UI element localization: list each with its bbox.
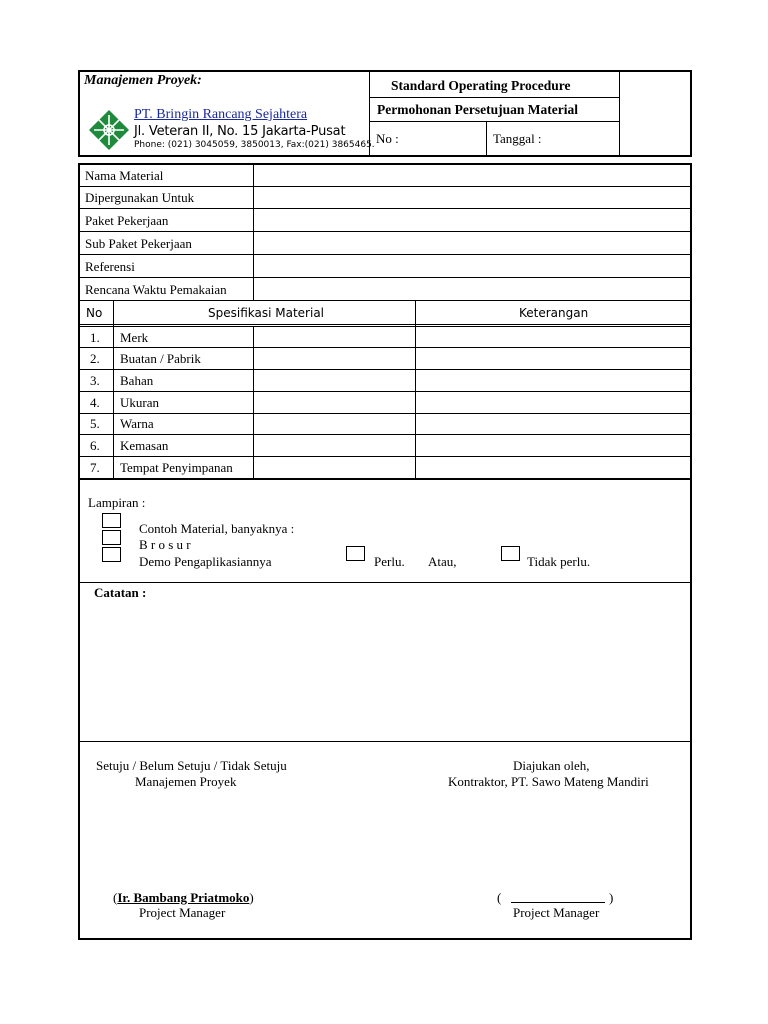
project-title: Manajemen Proyek:	[84, 73, 202, 88]
info-label-dipergunakan: Dipergunakan Untuk	[85, 190, 195, 205]
spec-row-no: 3.	[90, 373, 100, 388]
option-tidak-perlu: Tidak perlu.	[527, 554, 591, 569]
spec-row-no: 6.	[90, 438, 100, 453]
spec-row-notes-field[interactable]	[416, 392, 690, 413]
spec-header-spesifikasi: Spesifikasi Material	[208, 306, 325, 320]
company-address: Jl. Veteran II, No. 15 Jakarta-Pusat	[134, 124, 346, 139]
signature-left	[113, 890, 254, 906]
company-logo-icon	[88, 109, 130, 151]
spec-row-item: Tempat Penyimpanan	[120, 460, 233, 475]
sop-title: Standard Operating Procedure	[391, 78, 571, 93]
spec-row-value-field[interactable]	[254, 327, 415, 347]
spec-header-no: No	[86, 306, 103, 320]
spec-row-notes-field[interactable]	[416, 414, 690, 434]
spec-row-value-field[interactable]	[254, 370, 415, 391]
nama-material-field[interactable]	[254, 164, 690, 186]
signature-left-name: Ir. Bambang Priatmoko	[117, 890, 250, 905]
approval-status-options: Setuju / Belum Setuju / Tidak Setuju	[96, 758, 287, 773]
signature-right-role: Project Manager	[513, 905, 600, 920]
spec-row-value-field[interactable]	[254, 414, 415, 434]
sop-subtitle: Permohonan Persetujuan Material	[377, 102, 578, 117]
spec-row-item: Warna	[120, 416, 154, 431]
approval-right-heading: Diajukan oleh,	[513, 758, 590, 773]
spec-row-no: 5.	[90, 416, 100, 431]
signature-left-close: )	[249, 890, 254, 905]
dipergunakan-field[interactable]	[254, 187, 690, 208]
checkbox-perlu[interactable]	[346, 546, 365, 561]
spec-header-keterangan: Keterangan	[519, 306, 589, 320]
option-perlu: Perlu.	[374, 554, 405, 569]
checkbox-tidak-perlu[interactable]	[501, 546, 520, 561]
signature-right-close: )	[609, 890, 614, 905]
rencana-waktu-field[interactable]	[254, 278, 690, 300]
signature-left-open: (	[113, 890, 118, 905]
approval-left-org: Manajemen Proyek	[135, 774, 237, 789]
spec-row-item: Kemasan	[120, 438, 169, 453]
spec-row-value-field[interactable]	[254, 435, 415, 456]
signature-left-role: Project Manager	[139, 905, 226, 920]
referensi-field[interactable]	[254, 255, 690, 277]
spec-row-value-field[interactable]	[254, 392, 415, 413]
catatan-field[interactable]	[80, 602, 690, 740]
spec-row-no: 4.	[90, 395, 100, 410]
spec-row-notes-field[interactable]	[416, 435, 690, 456]
info-label-rencana-waktu: Rencana Waktu Pemakaian	[85, 282, 227, 297]
approval-right-org: Kontraktor, PT. Sawo Mateng Mandiri	[448, 774, 649, 789]
spec-row-no: 1.	[90, 330, 100, 345]
spec-row-value-field[interactable]	[254, 348, 415, 369]
info-label-sub-paket: Sub Paket Pekerjaan	[85, 236, 192, 251]
spec-row-item: Ukuran	[120, 395, 159, 410]
spec-row-notes-field[interactable]	[416, 327, 690, 347]
company-name-link[interactable]: PT. Bringin Rancang Sejahtera	[134, 107, 308, 122]
no-field-label: No :	[376, 131, 399, 146]
attachment-brosur: B r o s u r	[139, 537, 191, 552]
spec-row-notes-field[interactable]	[416, 370, 690, 391]
tanggal-field-label: Tanggal :	[493, 131, 542, 146]
attachment-contoh-material: Contoh Material, banyaknya :	[139, 521, 295, 536]
company-name[interactable]	[134, 107, 307, 123]
spec-row-no: 7.	[90, 460, 100, 475]
signature-right-open: (	[497, 890, 502, 905]
info-label-nama-material: Nama Material	[85, 168, 164, 183]
spec-row-notes-field[interactable]	[416, 457, 690, 478]
checkbox-demo[interactable]	[102, 547, 121, 562]
sub-paket-field[interactable]	[254, 232, 690, 254]
attachment-demo: Demo Pengaplikasiannya	[139, 554, 272, 569]
paket-field[interactable]	[254, 209, 690, 231]
catatan-label: Catatan :	[94, 585, 147, 600]
checkbox-brosur[interactable]	[102, 530, 121, 545]
company-phone: Phone: (021) 3045059, 3850013, Fax:(021) 3865465.	[134, 140, 375, 150]
checkbox-contoh-material[interactable]	[102, 513, 121, 528]
spec-row-item: Bahan	[120, 373, 154, 388]
spec-row-no: 2.	[90, 351, 100, 366]
spec-row-item: Buatan / Pabrik	[120, 351, 201, 366]
info-label-paket: Paket Pekerjaan	[85, 213, 169, 228]
info-label-referensi: Referensi	[85, 259, 135, 274]
spec-row-value-field[interactable]	[254, 457, 415, 478]
spec-row-item: Merk	[120, 330, 149, 345]
spec-row-notes-field[interactable]	[416, 348, 690, 369]
lampiran-label: Lampiran :	[88, 495, 146, 510]
option-atau: Atau,	[428, 554, 457, 569]
signature-right-line	[511, 902, 605, 903]
